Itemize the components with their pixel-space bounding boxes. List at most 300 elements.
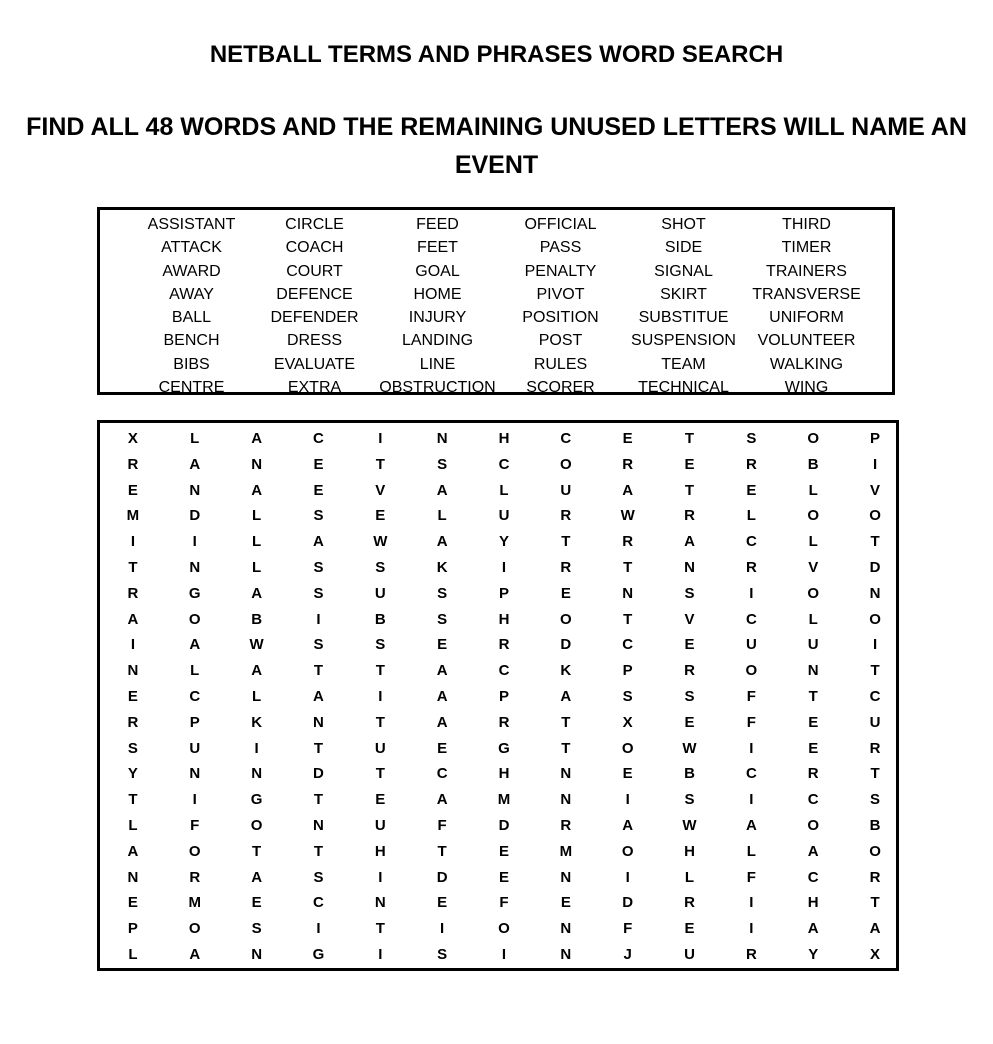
grid-letter: E	[684, 636, 695, 654]
grid-letter: D	[869, 558, 881, 576]
grid-letter: S	[684, 791, 695, 809]
word-list-item: FEED	[416, 216, 459, 233]
grid-letter: A	[807, 842, 819, 860]
grid-letter: N	[622, 584, 634, 602]
word-list-item: ATTACK	[161, 239, 222, 257]
grid-letter: C	[189, 687, 201, 705]
word-list-item: LINE	[419, 355, 456, 373]
grid-letter: A	[622, 816, 634, 834]
grid-letter: L	[437, 507, 447, 525]
grid-letter: E	[251, 894, 262, 912]
grid-letter: M	[126, 507, 140, 525]
grid-letter: G	[250, 791, 263, 809]
word-list-item: SKIRT	[660, 285, 707, 303]
grid-letter: A	[189, 945, 201, 963]
grid-letter: A	[189, 455, 201, 473]
grid-letter: D	[436, 868, 448, 886]
grid-letter: X	[622, 713, 633, 731]
word-list-item: SCORER	[526, 379, 595, 397]
grid-letter: W	[249, 636, 264, 654]
grid-letter: O	[807, 584, 820, 602]
grid-letter: T	[375, 662, 385, 680]
word-list-item: HOME	[413, 285, 462, 303]
grid-letter: V	[808, 558, 819, 576]
grid-letter: S	[437, 945, 448, 963]
grid-letter: T	[375, 713, 385, 731]
grid-letter: N	[436, 430, 448, 447]
grid-letter: C	[745, 610, 757, 628]
grid-letter: F	[437, 816, 447, 834]
grid-letter: T	[437, 842, 447, 860]
grid-row	[102, 736, 902, 762]
grid-letter: A	[127, 842, 139, 860]
grid-letter: L	[808, 610, 818, 628]
grid-letter: D	[498, 816, 510, 834]
grid-letter: N	[560, 868, 572, 886]
grid-letter: P	[189, 713, 200, 731]
grid-letter: I	[316, 610, 321, 628]
grid-letter: H	[374, 842, 386, 860]
grid-letter: P	[622, 662, 633, 680]
grid-letter: S	[684, 687, 695, 705]
grid-letter: T	[313, 842, 324, 860]
grid-letter: E	[437, 894, 448, 912]
grid-letter: I	[749, 739, 754, 757]
grid-letter: E	[498, 868, 509, 886]
grid-row	[102, 555, 902, 581]
grid-row	[102, 503, 902, 529]
grid-letter: L	[252, 507, 262, 525]
grid-letter: R	[745, 945, 757, 963]
grid-letter: A	[251, 868, 263, 886]
word-list-item: WALKING	[769, 355, 844, 373]
grid-letter: M	[188, 894, 202, 912]
grid-letter: H	[498, 430, 510, 447]
grid-letter: T	[623, 558, 633, 576]
grid-letter: O	[498, 920, 510, 938]
grid-letter: I	[625, 868, 630, 886]
grid-letter: K	[251, 713, 263, 731]
grid-letter: L	[746, 507, 756, 525]
grid-letter: I	[749, 791, 754, 809]
grid-letter: E	[437, 636, 448, 654]
grid-row	[102, 684, 902, 710]
grid-letter: R	[684, 662, 695, 680]
grid-letter: E	[375, 791, 386, 809]
word-list-item: TECHNICAL	[638, 379, 729, 397]
grid-letter: O	[188, 920, 201, 938]
word-list-item: CENTRE	[158, 379, 225, 397]
grid-letter: T	[561, 739, 571, 757]
grid-letter: I	[378, 868, 383, 886]
grid-letter: R	[127, 713, 139, 731]
grid-letter: A	[436, 713, 448, 731]
grid-letter: O	[869, 610, 881, 628]
grid-letter: A	[560, 687, 572, 705]
grid-letter: W	[620, 507, 635, 525]
grid-letter: V	[684, 610, 695, 628]
word-list-item: PENALTY	[524, 262, 597, 280]
grid-letter: N	[251, 945, 263, 963]
grid-letter: E	[684, 713, 695, 731]
word-list-item: TRANSVERSE	[752, 285, 861, 303]
grid-letter: C	[436, 765, 448, 783]
grid-letter: L	[252, 558, 262, 576]
grid-letter: C	[498, 662, 510, 680]
word-list-item: PASS	[539, 239, 582, 257]
word-list-item: SHOT	[661, 216, 706, 233]
grid-row	[102, 478, 902, 504]
grid-letter: A	[869, 920, 881, 938]
grid-row	[102, 529, 902, 555]
word-list-item: SUSPENSION	[631, 332, 736, 350]
grid-letter: W	[373, 533, 388, 551]
grid-letter: I	[625, 791, 630, 809]
grid-letter: S	[746, 430, 757, 447]
grid-letter: T	[128, 558, 138, 576]
grid-letter: U	[374, 816, 386, 834]
grid-letter: K	[560, 662, 572, 680]
grid-letter: R	[807, 765, 819, 783]
grid-letter: B	[251, 610, 263, 628]
grid-letter: G	[312, 945, 325, 963]
grid-letter: O	[807, 507, 820, 525]
grid-letter: S	[684, 584, 695, 602]
grid-letter: E	[313, 481, 324, 499]
grid-letter: N	[560, 791, 572, 809]
grid-row	[102, 658, 902, 684]
grid-letter: L	[684, 868, 695, 886]
grid-letter: I	[130, 636, 135, 654]
grid-letter: R	[560, 558, 572, 576]
grid-letter: L	[499, 481, 509, 499]
grid-letter: U	[745, 636, 757, 654]
word-list-item: SUBSTITUE	[638, 309, 729, 327]
grid-letter: O	[559, 610, 572, 628]
grid-letter: I	[440, 920, 445, 938]
grid-letter: E	[375, 507, 386, 525]
grid-letter: A	[251, 662, 263, 680]
grid-letter: R	[498, 636, 510, 654]
word-list-item: OBSTRUCTION	[379, 379, 496, 397]
grid-letter: T	[870, 894, 880, 912]
grid-letter: I	[749, 894, 754, 912]
grid-letter: W	[682, 816, 697, 834]
word-list-item: RULES	[533, 355, 588, 373]
grid-letter: R	[745, 558, 757, 576]
grid-letter: E	[313, 455, 324, 473]
grid-letter: N	[807, 662, 819, 680]
grid-letter: A	[436, 791, 448, 809]
grid-letter: H	[498, 765, 510, 783]
grid-letter: C	[498, 455, 510, 473]
grid-letter: P	[498, 584, 509, 602]
grid-letter: C	[807, 868, 819, 886]
grid-letter: G	[498, 739, 510, 757]
grid-letter: B	[807, 455, 819, 473]
word-list-item: EVALUATE	[273, 355, 356, 373]
word-list-item: FEET	[417, 239, 458, 257]
grid-letter: I	[749, 584, 754, 602]
grid-letter: N	[560, 765, 572, 783]
grid-letter: T	[561, 533, 571, 551]
grid-letter: E	[498, 842, 509, 860]
grid-letter: X	[870, 945, 881, 963]
grid-letter: R	[189, 868, 201, 886]
grid-letter: O	[807, 430, 820, 447]
grid-letter: L	[128, 945, 138, 963]
grid-letter: E	[684, 455, 695, 473]
grid-letter: N	[313, 713, 324, 731]
word-list-item: LANDING	[401, 332, 474, 350]
grid-letter: C	[745, 533, 757, 551]
grid-letter: I	[872, 455, 878, 473]
grid-letter: N	[313, 816, 324, 834]
grid-letter: T	[870, 533, 880, 551]
word-list-box	[97, 207, 895, 395]
grid-letter: S	[313, 507, 324, 525]
grid-letter: E	[622, 765, 633, 783]
grid-letter: U	[374, 584, 386, 602]
grid-letter: T	[313, 662, 324, 680]
word-list-item: POSITION	[522, 309, 599, 327]
word-list-item: WING	[784, 379, 829, 397]
word-list-item: THIRD	[782, 216, 831, 233]
grid-letter: F	[623, 920, 633, 938]
grid-letter: R	[498, 713, 510, 731]
grid-letter: H	[807, 894, 819, 912]
grid-letter: U	[869, 713, 881, 731]
grid-letter: H	[684, 842, 695, 860]
grid-letter: E	[808, 713, 819, 731]
grid-letter: A	[436, 687, 448, 705]
grid-letter: I	[192, 791, 197, 809]
grid-letter: R	[622, 533, 634, 551]
grid-letter: B	[869, 816, 881, 834]
grid-letter: R	[684, 507, 695, 525]
grid-letter: I	[872, 636, 878, 654]
grid-letter: J	[623, 945, 632, 963]
grid-letter: N	[251, 765, 263, 783]
grid-letter: T	[623, 610, 633, 628]
grid-letter: T	[870, 662, 880, 680]
grid-letter: R	[127, 584, 139, 602]
grid-letter: I	[501, 558, 507, 576]
grid-letter: C	[622, 636, 634, 654]
grid-letter: S	[313, 868, 324, 886]
grid-letter: L	[190, 430, 200, 447]
grid-letter: N	[374, 894, 386, 912]
grid-letter: A	[251, 430, 263, 447]
grid-letter: D	[560, 636, 572, 654]
grid-letter: D	[622, 894, 634, 912]
grid-letter: N	[189, 481, 201, 499]
grid-letter: S	[437, 455, 448, 473]
grid-row	[102, 761, 902, 787]
grid-letter: A	[313, 687, 324, 705]
grid-row	[102, 942, 902, 968]
grid-letter: N	[869, 584, 881, 602]
grid-letter: F	[499, 894, 509, 912]
grid-letter: I	[378, 945, 383, 963]
grid-letter: S	[127, 739, 138, 757]
word-list-item: TEAM	[661, 355, 706, 373]
grid-letter: H	[498, 610, 510, 628]
grid-letter: P	[870, 430, 881, 447]
grid-letter: D	[313, 765, 324, 783]
grid-letter: A	[622, 481, 634, 499]
grid-row	[102, 710, 902, 736]
grid-letter: U	[560, 481, 572, 499]
word-list-item: AWAY	[169, 285, 214, 303]
instructions-heading: FIND ALL 48 WORDS AND THE REMAINING UNUSED LETTERS WILL NAME AN EVENT	[26, 113, 967, 179]
grid-letter: A	[189, 636, 201, 654]
word-list-item: CIRCLE	[285, 216, 344, 233]
grid-row	[102, 787, 902, 813]
grid-letter: C	[313, 894, 324, 912]
grid-letter: P	[127, 920, 138, 938]
grid-letter: T	[808, 687, 818, 705]
grid-letter: I	[378, 687, 383, 705]
grid-letter: O	[188, 842, 201, 860]
grid-letter: N	[127, 662, 139, 680]
grid-letter: A	[313, 533, 324, 551]
grid-letter: V	[375, 481, 386, 499]
grid-letter: P	[498, 687, 509, 705]
grid-letter: T	[313, 739, 324, 757]
grid-letter: N	[684, 558, 695, 576]
grid-letter: F	[746, 868, 756, 886]
grid-letter: R	[560, 816, 572, 834]
word-list-item: SIDE	[664, 239, 703, 257]
grid-row	[102, 865, 902, 891]
grid-letter: S	[251, 920, 262, 938]
grid-letter: A	[251, 481, 263, 499]
grid-row	[102, 890, 902, 916]
word-list-item: TRAINERS	[766, 262, 847, 280]
word-list-item: COURT	[286, 262, 343, 280]
word-list-item: AWARD	[162, 262, 221, 280]
grid-letter: S	[313, 636, 324, 654]
word-list-item: DRESS	[286, 332, 343, 350]
word-list-item: OFFICIAL	[524, 216, 597, 233]
grid-letter: R	[869, 868, 881, 886]
grid-letter: T	[375, 920, 385, 938]
grid-letter: A	[436, 662, 448, 680]
grid-letter: E	[808, 739, 819, 757]
grid-letter: O	[250, 816, 263, 834]
grid-letter: U	[807, 636, 819, 654]
grid-letter: F	[746, 713, 756, 731]
grid-letter: O	[807, 816, 820, 834]
word-list-item: EXTRA	[287, 379, 342, 397]
word-list-item: TIMER	[781, 239, 832, 257]
grid-letter: L	[746, 842, 756, 860]
grid-letter: T	[313, 791, 324, 809]
grid-letter: S	[313, 584, 324, 602]
grid-letter: E	[560, 894, 571, 912]
grid-letter: L	[252, 533, 262, 551]
grid-letter: U	[374, 739, 386, 757]
grid-letter: M	[559, 842, 573, 860]
grid-letter: T	[252, 842, 262, 860]
grid-letter: E	[127, 687, 138, 705]
grid-letter: S	[313, 558, 324, 576]
grid-letter: A	[807, 920, 819, 938]
grid-letter: L	[808, 481, 818, 499]
grid-letter: T	[684, 430, 695, 447]
word-list-item: ASSISTANT	[147, 216, 236, 233]
grid-letter: K	[436, 558, 448, 576]
grid-letter: I	[192, 533, 197, 551]
grid-letter: E	[127, 894, 138, 912]
grid-letter: A	[436, 481, 448, 499]
grid-letter: E	[437, 739, 448, 757]
grid-letter: B	[374, 610, 386, 628]
word-list-item: POST	[538, 332, 583, 350]
grid-row	[102, 916, 902, 942]
grid-letter: C	[313, 430, 324, 447]
word-list-item: GOAL	[415, 262, 460, 280]
grid-letter: T	[684, 481, 695, 499]
grid-letter: N	[189, 558, 201, 576]
grid-row	[102, 426, 902, 452]
grid-letter: S	[870, 791, 881, 809]
word-list-item: BIBS	[173, 355, 210, 373]
word-list-item: BENCH	[163, 332, 220, 350]
grid-letter: T	[870, 765, 880, 783]
grid-row	[102, 452, 902, 478]
grid-letter: R	[622, 455, 634, 473]
grid-letter: N	[251, 455, 263, 473]
grid-letter: R	[745, 455, 757, 473]
word-list-item: UNIFORM	[769, 309, 844, 327]
word-list-item: PIVOT	[536, 285, 585, 303]
grid-letter: S	[375, 558, 386, 576]
grid-letter: T	[375, 765, 385, 783]
grid-letter: C	[560, 430, 572, 447]
grid-letter: O	[621, 739, 634, 757]
page-title: NETBALL TERMS AND PHRASES WORD SEARCH	[209, 41, 784, 68]
word-list-item: COACH	[285, 239, 344, 257]
grid-letter: E	[560, 584, 571, 602]
grid-letter: L	[808, 533, 818, 551]
grid-letter: S	[375, 636, 386, 654]
grid-letter: A	[436, 533, 448, 551]
grid-letter: R	[684, 894, 695, 912]
word-list-item: SIGNAL	[654, 262, 713, 280]
grid-row	[102, 607, 902, 633]
word-list-item: VOLUNTEER	[757, 332, 856, 350]
grid-letter: R	[127, 455, 139, 473]
grid-letter: M	[497, 791, 511, 809]
letter-grid	[102, 426, 902, 968]
grid-letter: O	[745, 662, 758, 680]
grid-letter: A	[745, 816, 757, 834]
grid-letter: S	[622, 687, 633, 705]
grid-row	[102, 839, 902, 865]
grid-letter: I	[378, 430, 383, 447]
word-list-item: INJURY	[408, 309, 467, 327]
grid-letter: R	[869, 739, 881, 757]
grid-letter: I	[254, 739, 259, 757]
grid-letter: I	[749, 920, 754, 938]
grid-letter: V	[870, 481, 881, 499]
grid-letter: I	[130, 533, 135, 551]
grid-letter: E	[684, 920, 695, 938]
grid-letter: G	[188, 584, 201, 602]
grid-letter: E	[746, 481, 757, 499]
